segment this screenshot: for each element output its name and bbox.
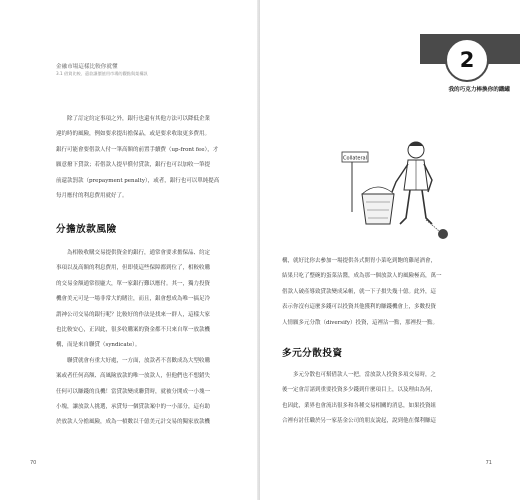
right-paragraph-2: [282, 368, 494, 430]
text-line: 謂神公司交易的銀行呢？比較好的作法是找來一群人，這樣大家: [56, 311, 211, 318]
page-number-left: 70: [30, 460, 37, 466]
text-line: 為相較收購交易提供資金的銀行，通常會要求擔保品、約定: [67, 250, 211, 256]
text-line: 銀行可能會要借款人付一筆高額的前置手續費（up-front fee），才: [56, 146, 219, 153]
chapter-caption: 我的巧克力棒換你的鐵罐: [448, 87, 510, 93]
right-paragraph-1: [282, 254, 494, 331]
text-line: 小塊，讓放款人挑選，承貸每一個貸款案中的一小部分，這有助: [56, 404, 211, 411]
text-line: 違約時的風險，例如要求提出擔保品，或是要求收取更多費用。: [56, 131, 211, 138]
text-line: 的交易金額通常很龐大，單一家銀行難以應付。其一，獨力投資: [56, 280, 211, 287]
text-line: 構，而是來自聯貸（syndicate）。: [56, 342, 141, 349]
text-line: 每月應付的利息費用就好了。: [56, 193, 128, 200]
text-line: 案或者任何高額、高風險放款的唯一放款人，但他們也不想錯失: [56, 373, 211, 380]
running-header-title: 金融市場這樣比較你就懂: [56, 64, 118, 70]
running-header-subtitle: 3.1 借貸比較、還款讓價值用市場的觀點與架構訊: [56, 71, 148, 76]
text-line: 多元分散也可幫借款人一把，當放款人投資多項交易時，之: [293, 372, 437, 378]
text-line: 願意撥下貸款；若借款人提早償付貸款，銀行也可以加收一筆提: [56, 162, 211, 169]
text-line: 任何可以賺錢的良機！當貸款變成聯貸時，就被分開成一小塊一: [56, 388, 211, 395]
text-line: 表示你沒有這麼多錢可以投資其他獲利的賺錢機會上，多數投資: [282, 304, 437, 311]
chapter-number: 2: [459, 48, 475, 72]
text-line: 也因此，業界也會流出很多和各種交易相關的消息，如果投資組: [282, 402, 437, 409]
right-page: [260, 0, 520, 500]
page-number-right: 71: [485, 460, 492, 466]
left-paragraph-2: [56, 246, 234, 431]
sign-text: Collateral: [343, 155, 367, 162]
section-heading-risk-sharing: 分擔放款風險: [56, 224, 117, 235]
text-line: 除了訂定約定事項之外，銀行也還有其他方法可以降低企業: [67, 116, 211, 122]
text-line: 也比較安心，正因此，很多收購案的資金都不只來自單一放款機: [56, 327, 211, 334]
text-line: 於放款人分擔風險，成為一槓數以千億美元計交易的獨家放款機: [56, 419, 211, 426]
text-line: 事項以及高額的利息費用，但即使這些保障都到位了，相較收購: [56, 265, 211, 272]
text-line: 聯貸就會有重大好處，一方面，放款者不喜歡成為大型收購: [67, 357, 211, 364]
left-paragraph-1: [56, 112, 234, 204]
section-heading-diversify: 多元分散投資: [282, 348, 343, 359]
man-with-basket-illustration: [340, 132, 460, 242]
text-line: 借款人破產導致貸款變成呆帳，就一下子損失幾十億。此外，這: [282, 288, 437, 295]
text-line: 前還款罰款（prepayment penalty），或者，銀行也可以單純提高: [56, 177, 220, 184]
text-line: 人情願多元分散（diversify）投資，這裡沾一點，那裡投一點。: [282, 319, 438, 326]
text-line: 後一定會訂諸到重要投資多少錢到什麼項目上，以及理由為何，: [282, 387, 437, 394]
text-line: 合裡有討任職於另一家基金公司的朋友說起，說到他在傑利賺這: [282, 418, 437, 425]
chapter-badge: [445, 38, 489, 82]
text-line: 機會美元可是一場非常大的賭注，而且，銀會想成為唯一搞足冷: [56, 296, 211, 303]
text-line: 結果只吃了整碗的蛋菜沾醬，成為那一個放款人的風險極高，萬一: [282, 273, 442, 280]
text-line: 構，就好比你去參加一場提供各式開胃小菜吃到飽的雞尾酒會，: [282, 258, 437, 264]
